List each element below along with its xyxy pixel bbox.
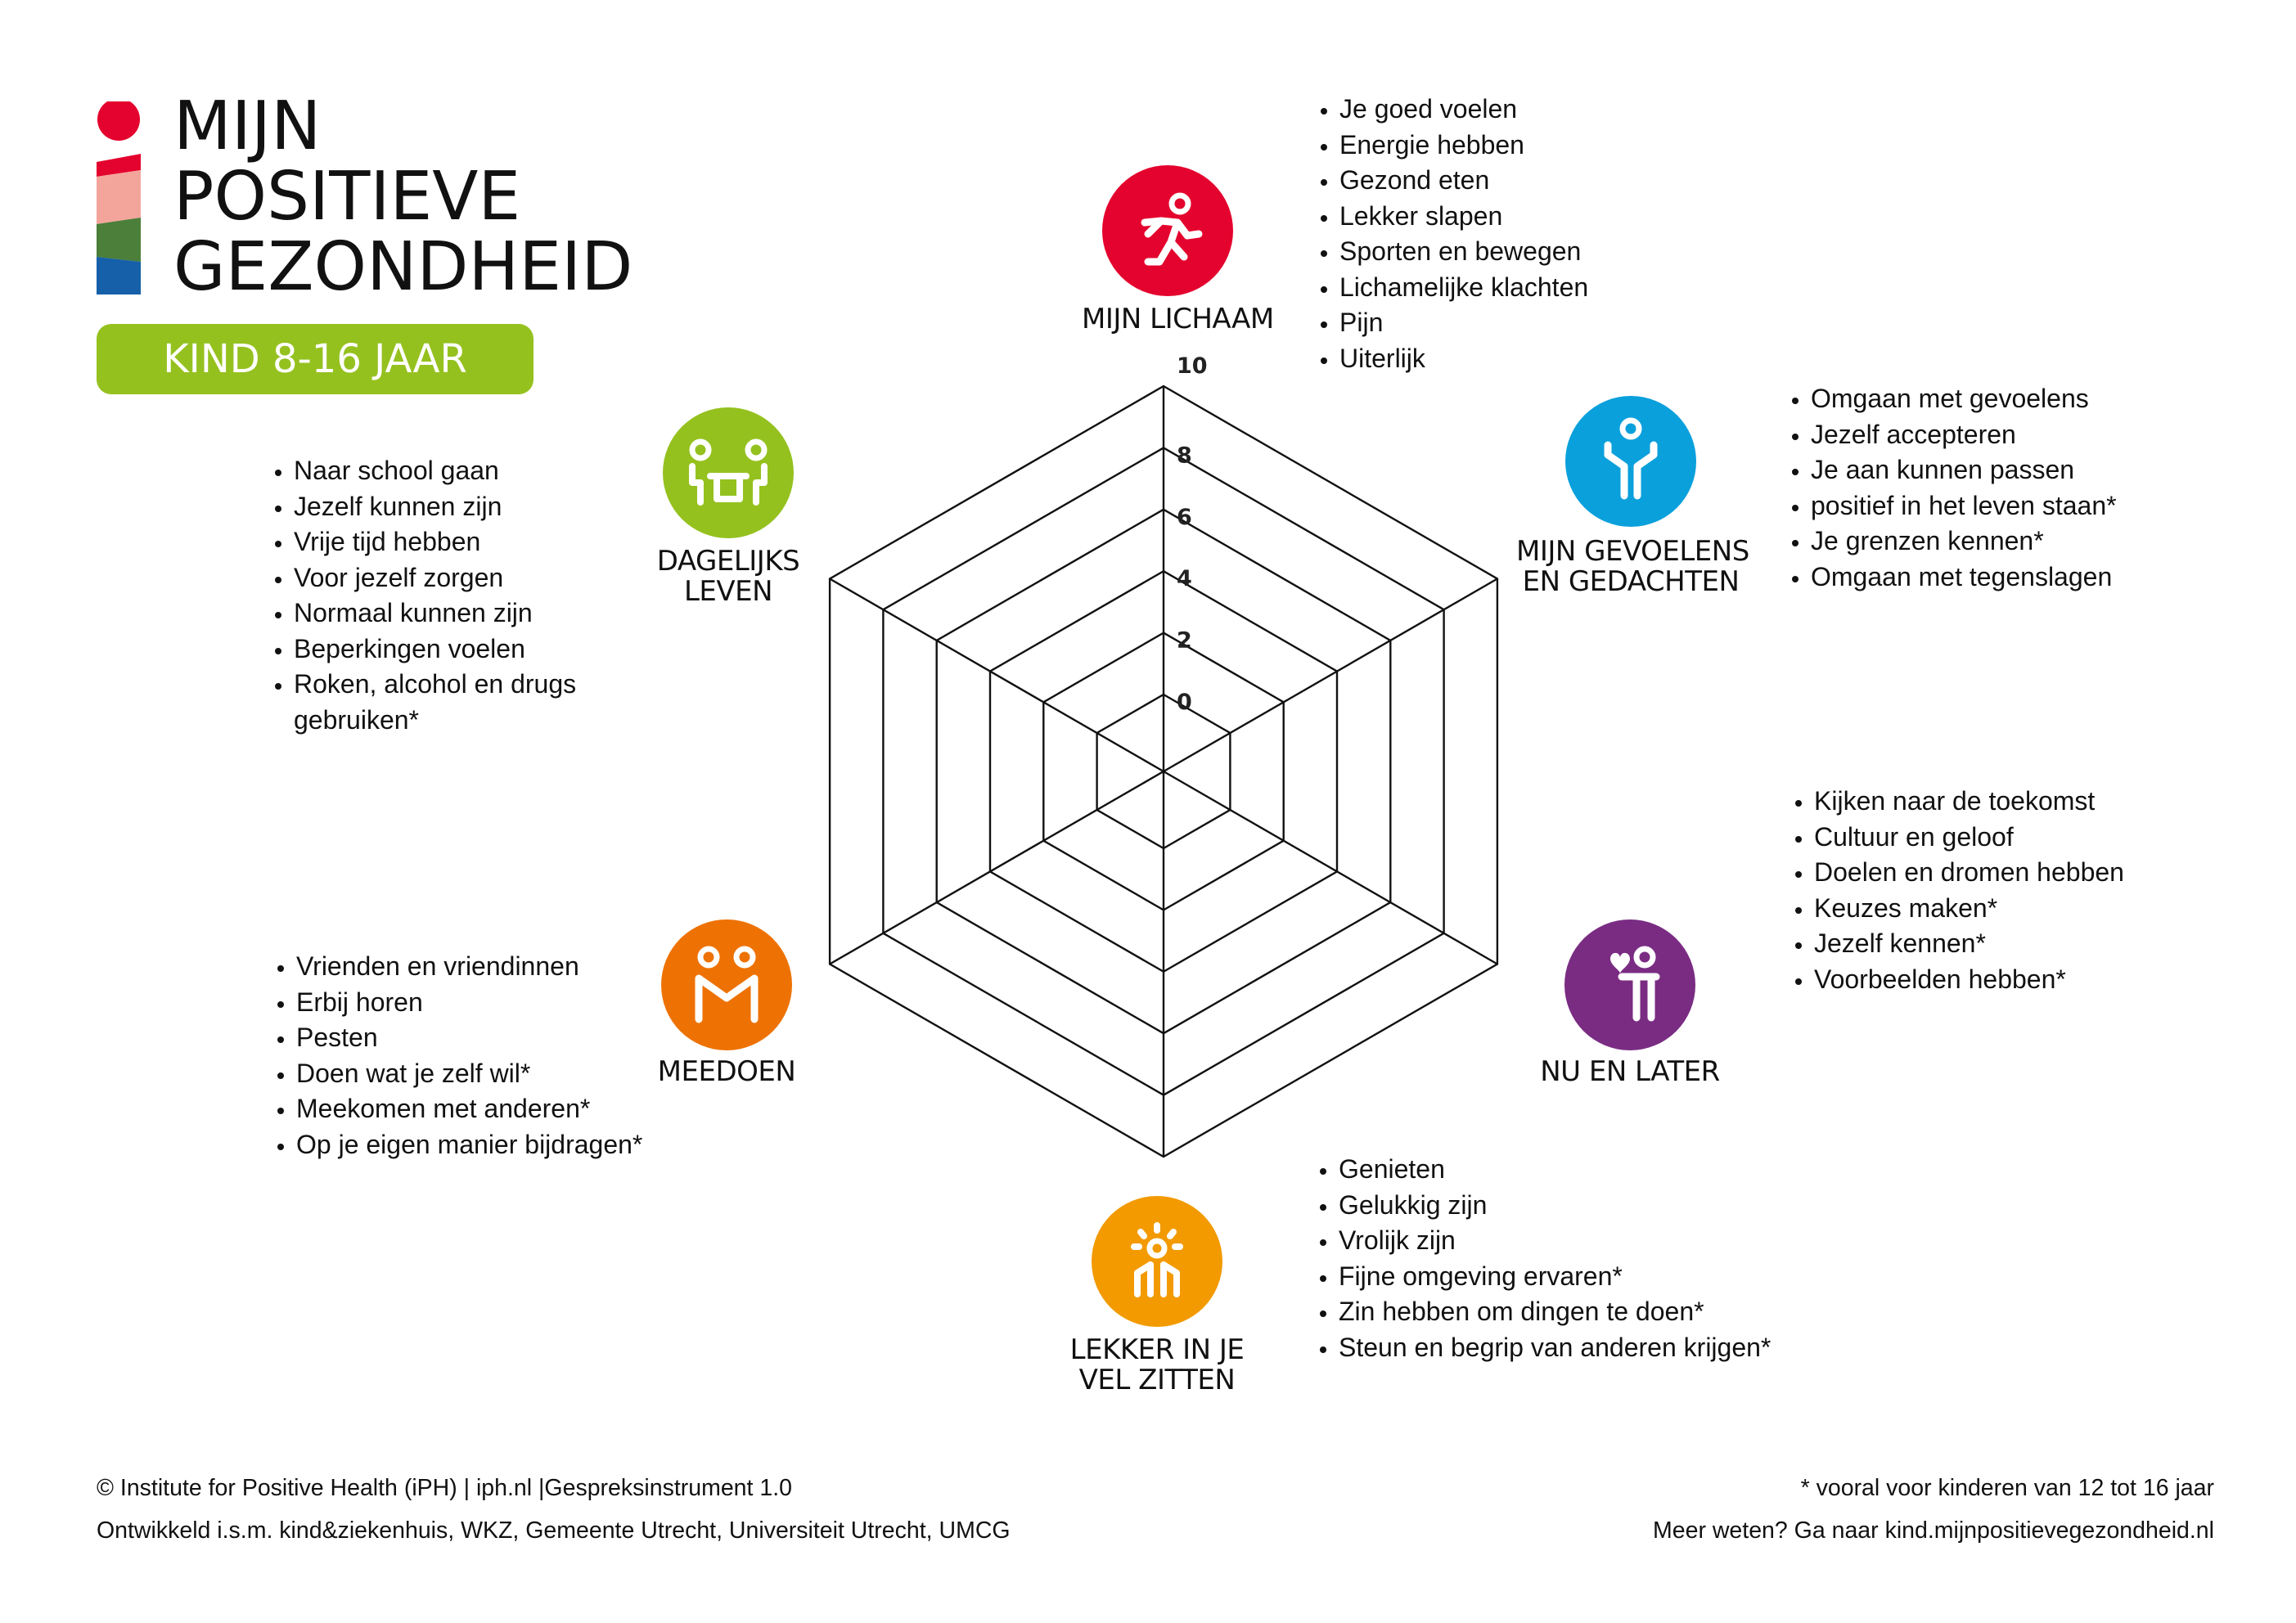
dim-label-line: LEKKER IN JE bbox=[1069, 1333, 1245, 1366]
running-figure-icon bbox=[1102, 165, 1233, 296]
list-item: • Erbij horen bbox=[296, 985, 642, 1021]
dim-label-gevoelens bbox=[1516, 535, 1749, 598]
list-item: • Steun en begrip van anderen krijgen* bbox=[1339, 1330, 1771, 1366]
list-item: • Jezelf kunnen zijn bbox=[294, 489, 576, 525]
two-people-icon bbox=[661, 919, 792, 1050]
list-item: • Vrienden en vriendinnen bbox=[296, 949, 642, 985]
list-item: • Keuzes maken* bbox=[1814, 891, 2124, 927]
logo-title-line-3: GEZONDHEID bbox=[173, 228, 633, 306]
list-item: • Naar school gaan bbox=[294, 453, 576, 489]
list-item: • Voorbeelden hebben* bbox=[1814, 962, 2124, 998]
list-item: • positief in het leven staan* bbox=[1811, 488, 2117, 524]
list-item: • Zin hebben om dingen te doen* bbox=[1339, 1294, 1771, 1330]
list-item: • Op je eigen manier bijdragen* bbox=[296, 1127, 642, 1163]
dim-label-nuenlater bbox=[1532, 1057, 1728, 1087]
list-item: • Beperkingen voelen bbox=[294, 632, 576, 668]
list-item: • Normaal kunnen zijn bbox=[294, 596, 576, 632]
logo-title-line-1: MIJN bbox=[173, 88, 322, 165]
list-item: • Kijken naar de toekomst bbox=[1814, 784, 2124, 820]
dim-label-line: MIJN GEVOELENS bbox=[1516, 535, 1749, 568]
list-item: • Doelen en dromen hebben bbox=[1814, 855, 2124, 891]
radar-axis-2 bbox=[1164, 771, 1497, 964]
sun-figure-icon bbox=[1092, 1196, 1222, 1327]
list-item: • Je aan kunnen passen bbox=[1811, 452, 2117, 488]
list-item: • Genieten bbox=[1339, 1152, 1771, 1188]
list-item: • Gelukkig zijn bbox=[1339, 1188, 1771, 1224]
dim-label-line: VEL ZITTEN bbox=[1078, 1364, 1236, 1396]
list-item: • Vrije tijd hebben bbox=[294, 524, 576, 560]
list-item: • Lichamelijke klachten bbox=[1339, 270, 1588, 306]
dim-label-line: EN GEDACHTEN bbox=[1522, 565, 1740, 598]
dim-label-line: MEEDOEN bbox=[657, 1055, 796, 1088]
radar-axis-5 bbox=[830, 579, 1164, 772]
people-at-table-icon bbox=[663, 407, 794, 538]
list-gevoelens bbox=[1767, 381, 2117, 595]
list-item: • Jezelf kennen* bbox=[1814, 926, 2124, 962]
radar-scale-label-10: 10 bbox=[1177, 353, 1208, 379]
list-meedoen bbox=[252, 949, 642, 1162]
radar-axis-4 bbox=[830, 771, 1164, 964]
radar-scale-label-0: 0 bbox=[1177, 690, 1192, 715]
list-item: • Roken, alcohol en drugs bbox=[294, 667, 576, 703]
list-item: gebruiken* bbox=[294, 704, 419, 735]
list-item: • Energie hebben bbox=[1339, 128, 1588, 164]
footer-more-info: Meer weten? Ga naar kind.mijnpositievegezondheid.nl bbox=[1653, 1517, 2214, 1544]
list-item: • Jezelf accepteren bbox=[1811, 417, 2117, 453]
list-item: • Uiterlijk bbox=[1339, 341, 1588, 377]
dim-label-line: MIJN LICHAAM bbox=[1082, 303, 1274, 335]
footer-credits: Ontwikkeld i.s.m. kind&ziekenhuis, WKZ, Gemeente Utrecht, Universiteit Utrecht, UMCG bbox=[97, 1517, 1011, 1544]
logo-title-line-2: POSITIEVE bbox=[173, 158, 521, 236]
age-badge: KIND 8-16 JAAR bbox=[97, 324, 533, 394]
dim-label-line: NU EN LATER bbox=[1540, 1055, 1720, 1088]
footer-footnote: * vooral voor kinderen van 12 tot 16 jaar bbox=[1800, 1475, 2214, 1501]
list-item: • Je goed voelen bbox=[1339, 92, 1588, 128]
radar-scale-label-6: 6 bbox=[1177, 504, 1192, 530]
list-item: • Doen wat je zelf wil* bbox=[296, 1056, 642, 1092]
radar-scale-label-8: 8 bbox=[1177, 443, 1192, 469]
footer-copyright: © Institute for Positive Health (iPH) | iph.nl |Gespreksinstrument 1.0 bbox=[97, 1475, 792, 1501]
list-nuenlater bbox=[1770, 784, 2124, 997]
raised-arms-figure-icon bbox=[1565, 396, 1696, 527]
dim-label-lekker bbox=[1051, 1335, 1263, 1396]
list-item: • Sporten en bewegen bbox=[1339, 234, 1588, 270]
heart-figure-icon bbox=[1564, 919, 1695, 1050]
list-item: • Gezond eten bbox=[1339, 163, 1588, 199]
dim-label-dagelijks bbox=[646, 546, 810, 607]
radar-axis-1 bbox=[1164, 579, 1497, 772]
dim-label-line: LEVEN bbox=[683, 575, 773, 608]
list-dagelijks bbox=[250, 453, 576, 738]
dim-label-lichaam bbox=[1082, 303, 1274, 335]
list-item: • Voor jezelf zorgen bbox=[294, 560, 576, 596]
list-lichaam bbox=[1295, 92, 1588, 376]
radar-scale-label-4: 4 bbox=[1177, 566, 1192, 592]
list-item: • Lekker slapen bbox=[1339, 199, 1588, 235]
list-item: • Omgaan met gevoelens bbox=[1811, 381, 2117, 417]
list-item: • Je grenzen kennen* bbox=[1811, 524, 2117, 560]
list-item: • Cultuur en geloof bbox=[1814, 820, 2124, 856]
list-item: • Omgaan met tegenslagen bbox=[1811, 560, 2117, 596]
list-item: • Pesten bbox=[296, 1020, 642, 1056]
list-item: • Vrolijk zijn bbox=[1339, 1223, 1771, 1259]
list-item: • Meekomen met anderen* bbox=[296, 1091, 642, 1127]
list-item: • Pijn bbox=[1339, 305, 1588, 341]
dim-label-meedoen bbox=[645, 1057, 808, 1087]
radar-scale-label-2: 2 bbox=[1177, 627, 1192, 654]
list-lekker bbox=[1294, 1152, 1771, 1365]
dim-label-line: DAGELIJKS bbox=[656, 545, 800, 578]
list-item: • Fijne omgeving ervaren* bbox=[1339, 1259, 1771, 1295]
